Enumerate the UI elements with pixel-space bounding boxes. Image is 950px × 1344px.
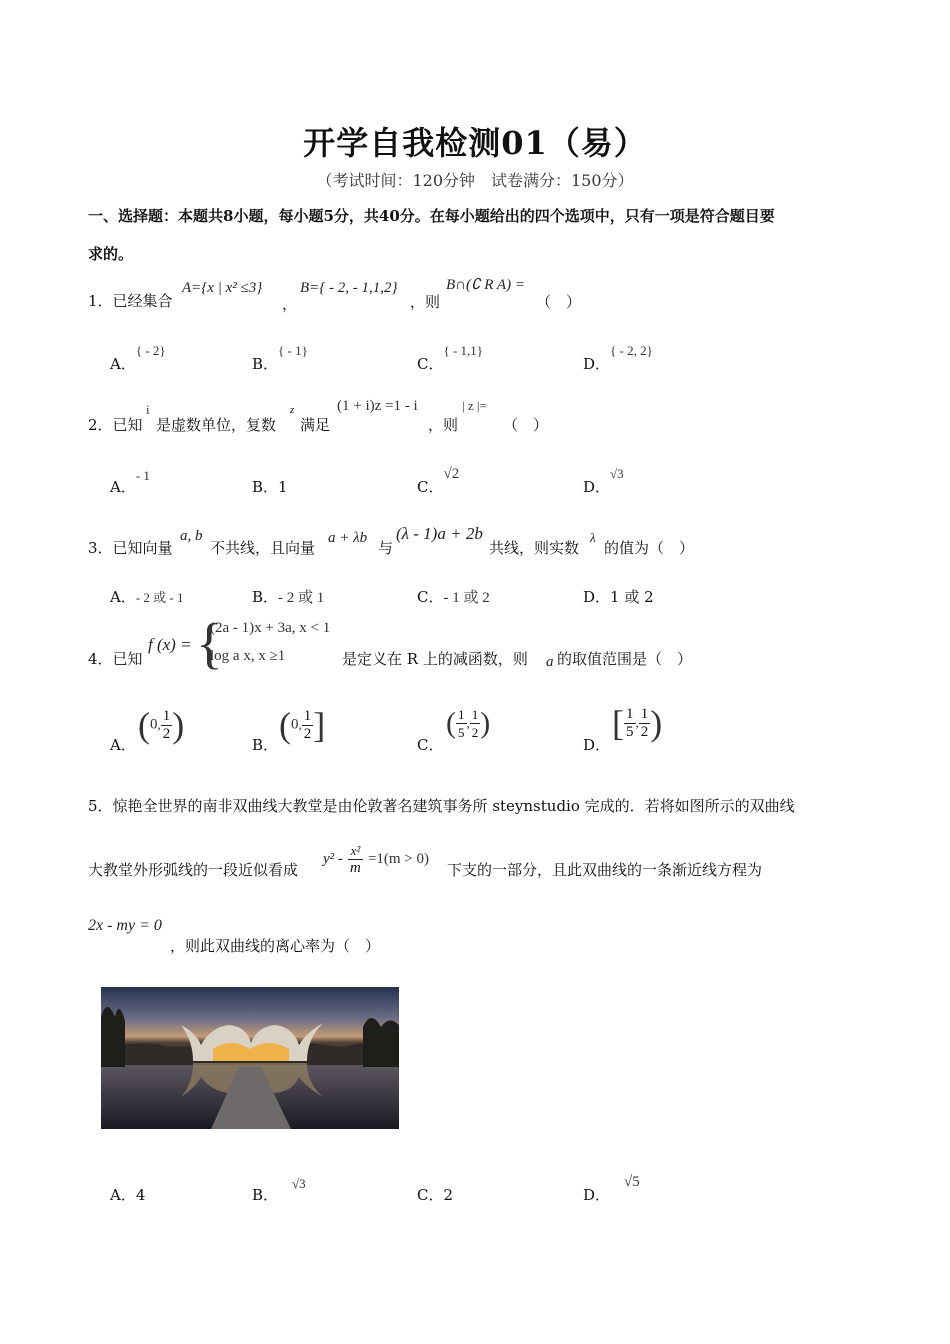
q3-tail: 的值为（ ）: [604, 539, 695, 557]
q5-option-c: C．2: [417, 1186, 454, 1204]
q4-option-c: ( $\frac{1}{5}$ , $\frac{1}{2}$ ): [446, 706, 491, 740]
q2-imaginary-unit: i: [146, 402, 150, 417]
q3-vectors-ab: a, b: [180, 528, 203, 544]
q4-option-d: [ $\frac{1}{5}$ , $\frac{1}{2}$ ): [612, 703, 663, 743]
question-5-line-3: ，则此双曲线的离心率为（ ）: [170, 937, 381, 955]
q2-option-c: C．√2: [417, 466, 460, 496]
q3-lambda: λ: [590, 530, 596, 545]
question-2-prefix: 2．已知: [88, 416, 143, 434]
q2-answer-blank: （ ）: [503, 416, 549, 434]
q3-text-1: 不共线，且向量: [210, 539, 316, 557]
q5-option-d: D．√5: [583, 1174, 640, 1204]
question-5-line-1: 5．惊艳全世界的南非双曲线大教堂是由伦敦著名建筑事务所 steynstudio 完成的．若将如图所示的双曲线: [88, 797, 795, 815]
q1-answer-blank: （ ）: [536, 293, 582, 311]
q1-set-a: A={x | x² ≤3}: [182, 280, 263, 296]
q5-option-a: A．4: [110, 1186, 146, 1204]
section-heading-line1: 一、选择题：本题共8小题，每小题5分，共40分。在每小题给出的四个选项中，只有一项是符合题目要: [88, 207, 775, 225]
q4-brace: {: [196, 613, 223, 675]
cathedral-photo: [101, 987, 399, 1129]
q2-text-2: 满足: [300, 416, 331, 434]
q1-option-d: D．{ - 2, 2}: [583, 343, 653, 373]
q4-option-a: (0, $\frac{1}{2}$ ): [138, 705, 185, 745]
question-5-line-2a: 大教堂外形弧线的一段近似看成: [88, 861, 299, 879]
q4-a: a: [546, 654, 554, 670]
question-4-prefix: 4．已知: [88, 650, 143, 668]
q3-text-2: 与: [378, 539, 394, 557]
q2-text-1: 是虚数单位，复数: [156, 416, 277, 434]
question-3-prefix: 3．已知向量: [88, 539, 173, 557]
q4-case-1: (2a - 1)x + 3a, x < 1: [210, 620, 331, 636]
q4-option-c-letter: C．: [417, 736, 444, 754]
q2-z: z: [290, 404, 295, 416]
q1-option-b: B．{ - 1}: [252, 343, 308, 373]
q1-comma: ，: [282, 295, 298, 313]
q2-then: ，则: [428, 416, 459, 434]
q3-option-d: D．1 或 2: [583, 588, 654, 606]
q2-option-d: D．√3: [583, 466, 624, 496]
q2-equation: (1 + i)z =1 - i: [337, 398, 418, 414]
q4-function: f (x) =: [148, 635, 192, 654]
q4-tail: 的取值范围是（ ）: [557, 650, 693, 668]
q1-expression: B∩(∁ R A) =: [446, 277, 525, 293]
q3-vector-1: a + λb: [328, 530, 368, 546]
q5-hyperbola-equation: y² - $\frac{\text{x²}}{m}$ =1(m > 0): [323, 843, 430, 876]
q3-vector-2: (λ - 1)a + 2b: [396, 524, 483, 543]
q3-option-a: A．- 2 或 - 1: [110, 588, 184, 606]
q5-asymptote: 2x - my = 0: [88, 917, 162, 934]
q2-option-b: B．1: [252, 478, 288, 496]
q3-text-3: 共线，则实数: [489, 539, 580, 557]
q4-option-b-letter: B．: [252, 736, 279, 754]
q1-then: ，则: [410, 293, 441, 311]
exam-info: （考试时间：120分钟 试卷满分：150分）: [316, 171, 634, 190]
page-title: 开学自我检测01（易）: [303, 124, 647, 162]
q4-case-2: log a x, x ≥1: [210, 648, 286, 664]
q4-option-a-letter: A．: [110, 736, 136, 754]
q3-option-b: B．- 2 或 1: [252, 588, 325, 606]
q1-option-a: A．{ - 2}: [110, 343, 166, 373]
q2-abs-z: | z |=: [462, 398, 487, 413]
q3-option-c: C．- 1 或 2: [417, 588, 490, 606]
q1-option-c: C．{ - 1,1}: [417, 343, 484, 373]
q4-text: 是定义在 R 上的减函数，则: [342, 650, 528, 668]
q1-set-b: B={ - 2, - 1,1,2}: [300, 280, 398, 296]
q2-option-a: A．- 1: [110, 468, 150, 496]
question-1: 1．已经集合: [88, 292, 173, 310]
q5-option-b: B．√3: [252, 1176, 306, 1204]
q4-option-b: (0, $\frac{1}{2}$ ]: [279, 705, 326, 745]
q4-option-d-letter: D．: [583, 736, 611, 754]
section-heading-line2: 求的。: [88, 245, 134, 263]
question-5-line-2b: 下支的一部分，且此双曲线的一条渐近线方程为: [447, 861, 763, 879]
